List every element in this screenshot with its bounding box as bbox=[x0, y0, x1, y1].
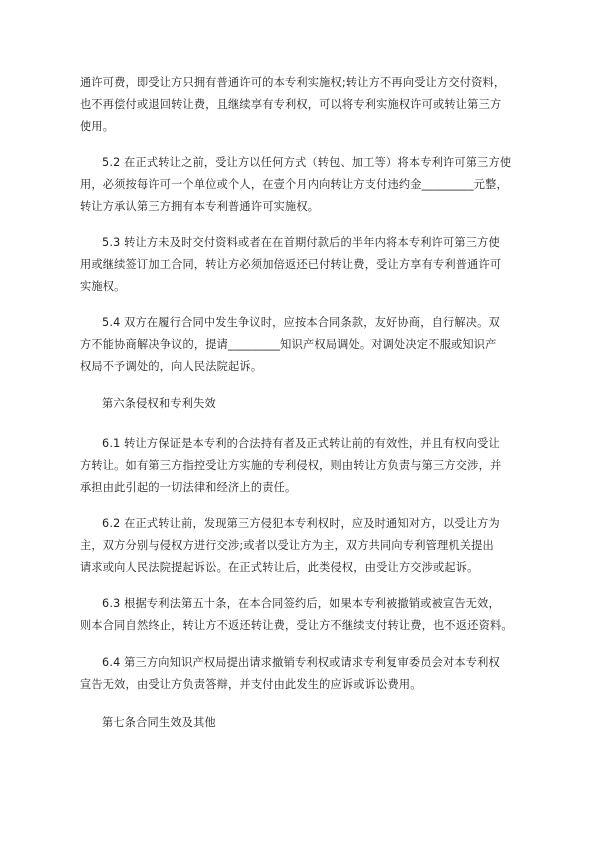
paragraph-5-2 bbox=[80, 152, 528, 218]
paragraph-line: 主，双方分别与侵权方进行交涉;或者以受让方为主，双方共同向专利管理机关提出 bbox=[80, 539, 494, 552]
paragraph-line: 5.4 双方在履行合同中发生争议时，应按本合同条款，友好协商，自行解决。双 bbox=[102, 316, 500, 329]
paragraph-line: 方转让。如有第三方指控受让方实施的专利侵权，则由转让方负责与第三方交涉，并 bbox=[80, 459, 502, 472]
paragraph-6-3 bbox=[80, 593, 528, 637]
paragraph-line: 宣告无效，由受让方负责答辩，并支付由此发生的应诉或诉讼费用。 bbox=[80, 678, 422, 691]
paragraph-line: 6.2 在正式转让前，发现第三方侵犯本专利权时，应及时通知对方，以受让方为 bbox=[102, 517, 500, 530]
paragraph-6-1 bbox=[80, 433, 528, 499]
paragraph-line: 方不能协商解决争议的，提请_________知识产权局调处。对调处决定不服或知识产 bbox=[80, 338, 497, 351]
paragraph-line: 也不再偿付或退回转让费，且继续享有专利权，可以将专利实施权许可或转让第三方 bbox=[80, 98, 502, 111]
paragraph-line: 转让方承认第三方拥有本专利普通许可实施权。 bbox=[80, 200, 320, 213]
paragraph-6-2 bbox=[80, 513, 528, 579]
paragraph-line: 请求或向人民法院提起诉讼。在正式转让后，此类侵权，由受让方交涉或起诉。 bbox=[80, 561, 479, 574]
paragraph-line: 6.3 根据专利法第五十条，在本合同签约后，如果本专利被撤销或被宣告无效， bbox=[102, 597, 500, 610]
paragraph-line: 使用。 bbox=[80, 120, 115, 133]
paragraph-line: 用，必须按每许可一个单位或个人，在壹个月内向转让方支付违约金_________元整， bbox=[80, 178, 508, 191]
paragraph-line: 用或继续签订加工合同，转让方必须加倍返还已付转让费，受让方享有专利普通许可 bbox=[80, 258, 502, 271]
section-heading-article-7: 第七条合同生效及其他 bbox=[102, 716, 216, 729]
paragraph-line: 承担由此引起的一切法律和经济上的责任。 bbox=[80, 481, 297, 494]
paragraph-line: 权局不予调处的，向人民法院起诉。 bbox=[80, 360, 263, 373]
section-heading-article-6: 第六条侵权和专利失效 bbox=[102, 397, 216, 410]
paragraph-line: 实施权。 bbox=[80, 280, 126, 293]
paragraph-line: 5.3 转让方未及时交付资料或者在在首期付款后的半年内将本专利许可第三方使 bbox=[102, 236, 500, 249]
paragraph-line: 6.1 转让方保证是本专利的合法持有者及正式转让前的有效性，并且有权向受让 bbox=[102, 437, 500, 450]
paragraph-5-4 bbox=[80, 312, 528, 378]
paragraph-6-4 bbox=[80, 652, 528, 696]
paragraph-license-continuation bbox=[80, 72, 528, 138]
paragraph-line: 则本合同自然终止，转让方不返还转让费，受让方不继续支付转让费，也不返还资料。 bbox=[80, 619, 513, 632]
paragraph-5-3 bbox=[80, 232, 528, 298]
paragraph-line: 6.4 第三方向知识产权局提出请求撤销专利权或请求专利复审委员会对本专利权 bbox=[102, 656, 500, 669]
paragraph-line: 通许可费，即受让方只拥有普通许可的本专利实施权;转让方不再向受让方交付资料， bbox=[80, 76, 506, 89]
paragraph-line: 5.2 在正式转让之前，受让方以任何方式（转包、加工等）将本专利许可第三方使 bbox=[102, 156, 512, 169]
